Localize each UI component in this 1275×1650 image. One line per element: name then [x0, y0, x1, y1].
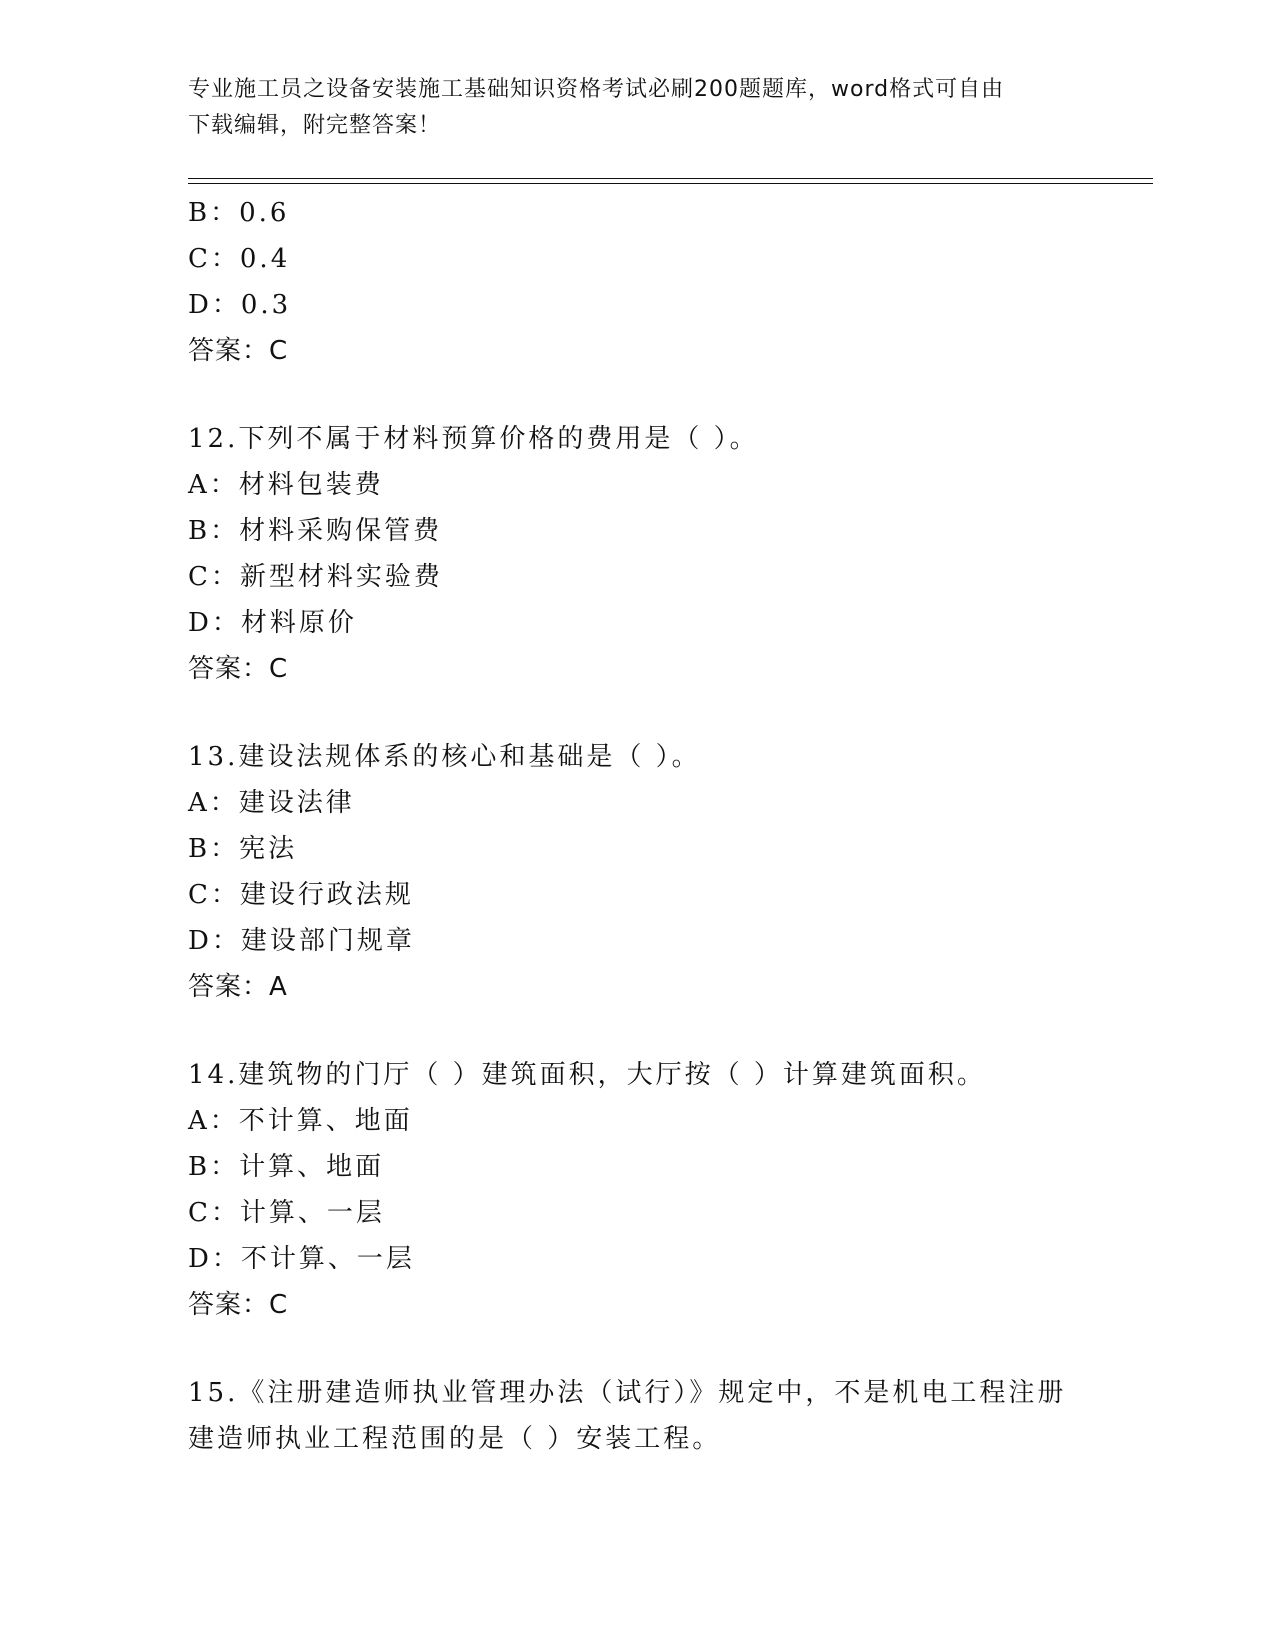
header-line-2: 下载编辑，附完整答案！	[188, 113, 442, 138]
header-line-1: 专业施工员之设备安装施工基础知识资格考试必刷200题题库，word格式可自由	[188, 77, 1005, 102]
question-list	[188, 190, 1128, 1462]
option-d: D：材料原价	[188, 608, 357, 638]
answer: 答案：C	[188, 1290, 289, 1320]
option-c: C：计算、一层	[188, 1198, 385, 1228]
question-stem: 14.建筑物的门厅（ ）建筑面积，大厅按（ ）计算建筑面积。	[188, 1060, 986, 1090]
answer: 答案：C	[188, 654, 289, 684]
question-12	[188, 416, 1128, 692]
question-13	[188, 734, 1128, 1010]
question-15	[188, 1370, 1128, 1462]
option-a: A：不计算、地面	[188, 1106, 413, 1136]
header-divider-top	[188, 178, 1153, 179]
option-c: C：新型材料实验费	[188, 562, 443, 592]
header-divider-bottom	[188, 183, 1153, 184]
option-a: A：建设法律	[188, 788, 355, 818]
option-b: B：0.6	[188, 198, 290, 228]
option-b: B：材料采购保管费	[188, 516, 443, 546]
question-stem-line-1: 15.《注册建造师执业管理办法（试行）》规定中，不是机电工程注册	[188, 1378, 1067, 1408]
question-stem: 12.下列不属于材料预算价格的费用是（ ）。	[188, 424, 759, 454]
answer: 答案：A	[188, 972, 288, 1002]
option-d: D：建设部门规章	[188, 926, 415, 956]
question-11-continued	[188, 190, 1128, 374]
question-14	[188, 1052, 1128, 1328]
option-d: D：不计算、一层	[188, 1244, 415, 1274]
option-c: C：建设行政法规	[188, 880, 414, 910]
option-b: B：计算、地面	[188, 1152, 385, 1182]
option-d: D：0.3	[188, 290, 292, 320]
option-c: C：0.4	[188, 244, 291, 274]
question-stem-line-2: 建造师执业工程范围的是（ ）安装工程。	[188, 1424, 722, 1454]
document-header	[188, 72, 1068, 144]
option-a: A：材料包装费	[188, 470, 384, 500]
option-b: B：宪法	[188, 834, 298, 864]
answer: 答案：C	[188, 336, 289, 366]
question-stem: 13.建设法规体系的核心和基础是（ ）。	[188, 742, 701, 772]
